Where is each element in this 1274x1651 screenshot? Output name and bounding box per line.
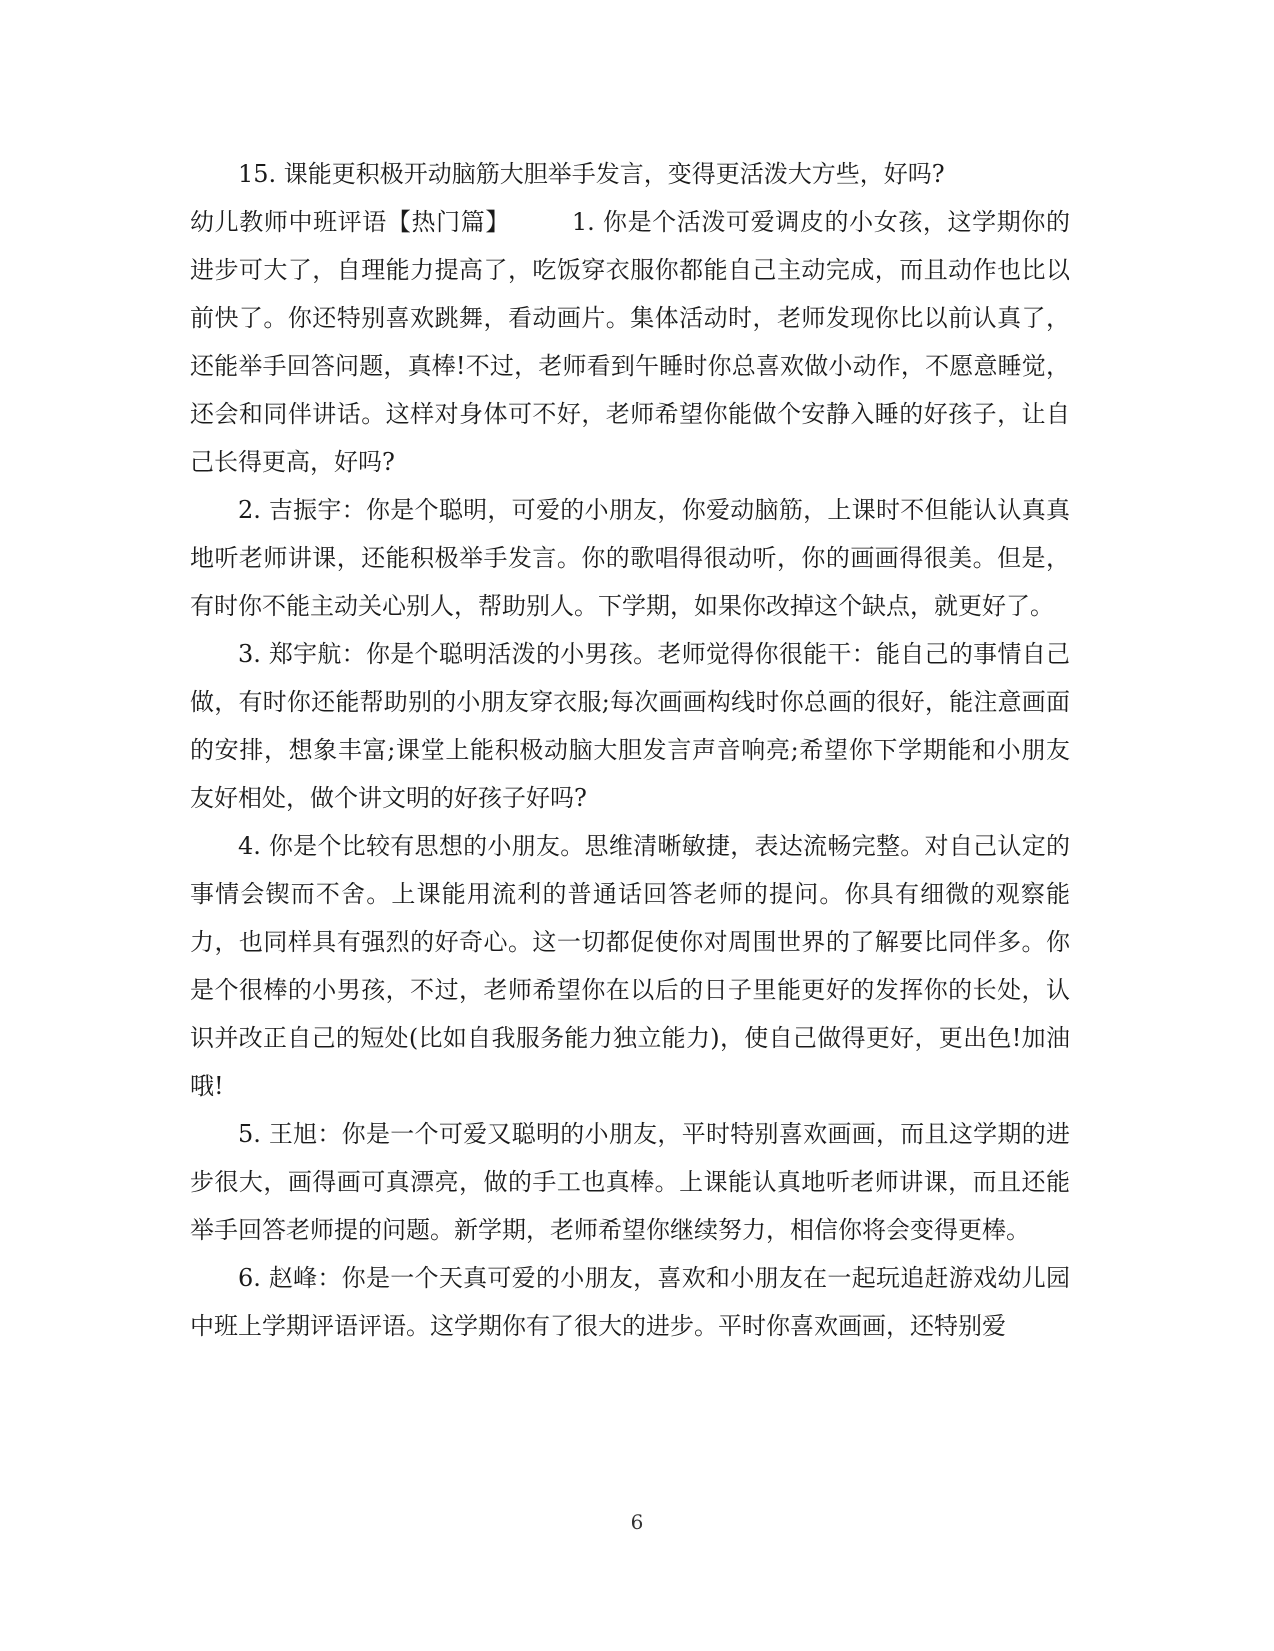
page-number: 6 — [630, 1510, 644, 1534]
paragraph-2: 2. 吉振宇：你是个聪明，可爱的小朋友，你爱动脑筋，上课时不但能认认真真地听老师讲课，还能积极举手发言。你的歌唱得很动听，你的画画得很美。但是，有时你不能主动关心别人，帮助别人。下学期，如果你改掉这个缺点，就更好了。 — [190, 496, 1070, 620]
paragraph-6: 6. 赵峰：你是一个天真可爱的小朋友，喜欢和小朋友在一起玩追赶游戏幼儿园中班上学期评语评语。这学期你有了很大的进步。平时你喜欢画画，还特别爱 — [190, 1264, 1070, 1340]
paragraph-5: 5. 王旭：你是一个可爱又聪明的小朋友，平时特别喜欢画画，而且这学期的进步很大，画得画可真漂亮，做的手工也真棒。上课能认真地听老师讲课，而且还能举手回答老师提的问题。新学期，老师希望你继续努力，相信你将会变得更棒。 — [190, 1120, 1070, 1244]
paragraph-15: 15. 课能更积极开动脑筋大胆举手发言，变得更活泼大方些，好吗? — [238, 160, 945, 188]
paragraph-section-1: 幼儿教师中班评语【热门篇】 1. 你是个活泼可爱调皮的小女孩，这学期你的进步可大了，自理能力提高了，吃饭穿衣服你都能自己主动完成，而且动作也比以前快了。你还特别喜欢跳舞，看动画片。集体活动时，老师发现你比以前认真了，还能举手回答问题，真棒!不过，老师看到午睡时你总喜欢做小动作，不愿意睡觉，还会和同伴讲话。这样对身体可不好，老师希望你能做个安静入睡的好孩子，让自己长得更高，好吗? — [190, 208, 1070, 476]
paragraph-3: 3. 郑宇航：你是个聪明活泼的小男孩。老师觉得你很能干：能自己的事情自己做，有时你还能帮助别的小朋友穿衣服;每次画画构线时你总画的很好，能注意画面的安排，想象丰富;课堂上能积极动脑大胆发言声音响亮;希望你下学期能和小朋友友好相处，做个讲文明的好孩子好吗? — [190, 640, 1070, 812]
document-body — [190, 150, 1070, 1350]
paragraph-4: 4. 你是个比较有思想的小朋友。思维清晰敏捷，表达流畅完整。对自己认定的事情会锲而不舍。上课能用流利的普通话回答老师的提问。你具有细微的观察能力，也同样具有强烈的好奇心。这一切都促使你对周围世界的了解要比同伴多。你是个很棒的小男孩，不过，老师希望你在以后的日子里能更好的发挥你的长处，认识并改正自己的短处(比如自我服务能力独立能力)，使自己做得更好，更出色!加油哦! — [190, 832, 1070, 1100]
